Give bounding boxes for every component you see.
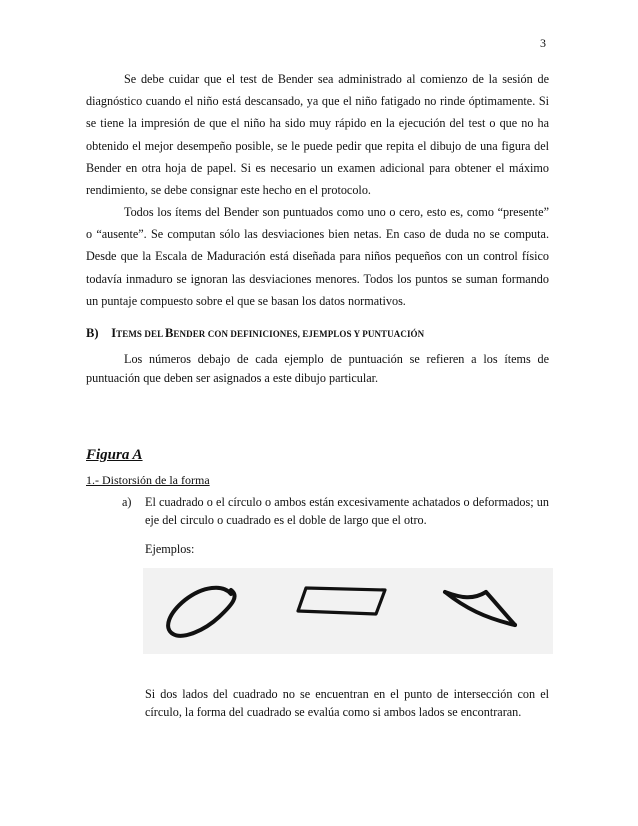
heading-part-5: , — [297, 329, 303, 339]
paragraph-intersection: Si dos lados del cuadrado no se encuentran en el punto de intersección con el círculo, la forma del cuadrado se evalúa como si ambos lados se encontraran. — [145, 687, 549, 719]
figura-title: Figura A — [86, 447, 143, 463]
heading-part-3: B — [165, 326, 174, 340]
heading-part-2: TEMS DEL — [116, 329, 166, 339]
section-b-letter: B) — [86, 326, 99, 340]
heading-part-6: EJEMPLOS Y PUNTUACIÓN — [302, 329, 425, 339]
heading-part-4: ENDER CON DEFINICIONES — [173, 329, 298, 339]
paragraph-section-b: Los números debajo de cada ejemplo de puntuación se refieren a los ítems de puntuación que deben ser asignados a este dibujo particular. — [86, 352, 549, 385]
subsection-title: 1.- Distorsión de la forma — [86, 473, 210, 487]
examples-image — [143, 568, 553, 654]
heading-part-1: I — [111, 326, 117, 340]
page-number: 3 — [540, 36, 546, 50]
section-b-heading — [86, 326, 424, 341]
examples-label: Ejemplos: — [145, 542, 195, 556]
item-a — [122, 493, 549, 529]
paragraph-test-administration: Se debe cuidar que el test de Bender sea administrado al comienzo de la sesión de diagnóstico cuando el niño está descansado, ya que el niño fatigado no rinde óptimamente. Si se tiene la impresión de que el niño ha sido muy rápido en la ejecución del test o que no ha obtenido el mejor desempeño posible, se le puede pedir que repita el dibujo de una figura del Bender en otra hoja de papel. Si es necesario un examen adicional para obtener el máximo rendimiento, se debe consignar este hecho en el protocolo. — [86, 72, 549, 198]
paragraph-scoring: Todos los ítems del Bender son puntuados como uno o cero, esto es, como “presente” o “ausente”. Se computan sólo las desviaciones bien netas. En caso de duda no se computa. Desde que la Escala de Maduración está diseñada para niños pequeños con un control físico todavía inmaduro se ignoran las desviaciones menores. Todos los puntos se suman formando un puntaje compuesto sobre el que se basan los datos normativos. — [86, 205, 549, 308]
item-a-label: a) — [122, 495, 132, 509]
item-a-text: El cuadrado o el círculo o ambos están excesivamente achatados o deformados; un eje del circulo o cuadrado es el doble de largo que el otro. — [145, 495, 549, 527]
